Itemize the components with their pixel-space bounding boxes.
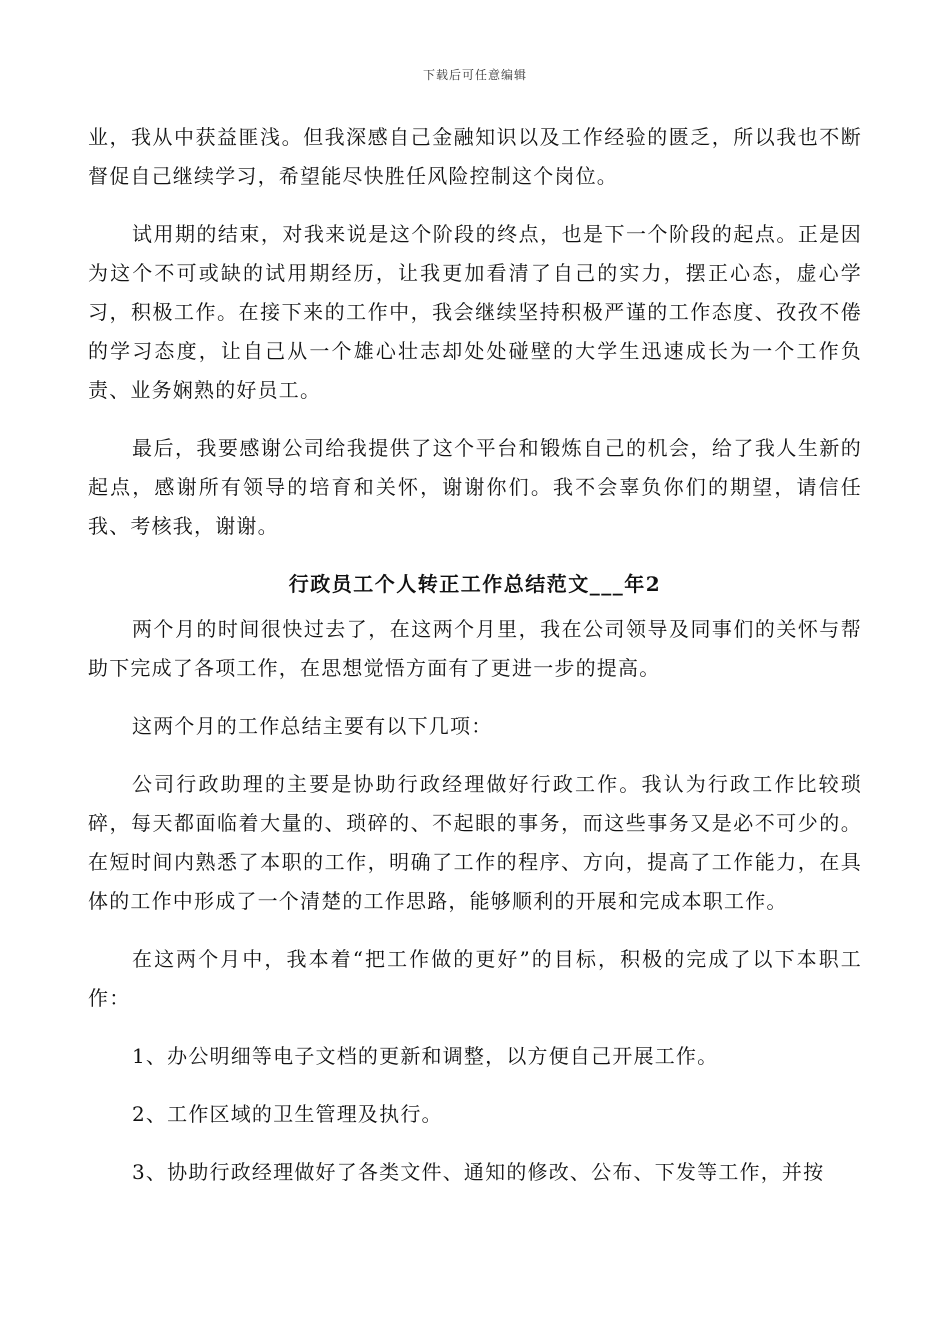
header-note: 下载后可任意编辑: [422, 68, 527, 82]
paragraph-gap: [88, 196, 862, 215]
paragraph-assistant-role: 公司行政助理的主要是协助行政经理做好行政工作。我认为行政工作比较琐碎，每天都面临着大量的、琐碎的、不起眼的事务，而这些事务又是必不可少的。在短时间内熟悉了本职的工作，明确了工作的程序、方向，提高了工作能力，在具体的工作中形成了一个清楚的工作思路，能够顺利的开展和完成本职工作。: [88, 772, 862, 913]
list-item: 3、协助行政经理做好了各类文件、通知的修改、公布、下发等工作，并按: [132, 1160, 825, 1184]
paragraph-gap: [88, 546, 862, 565]
list-item: 2、工作区域的卫生管理及执行。: [132, 1102, 443, 1126]
paragraph-gap: [88, 1018, 862, 1037]
paragraph-gap: [88, 1076, 862, 1095]
paragraph-gap: [88, 1134, 862, 1153]
paragraph-gap: [88, 746, 862, 765]
paragraph-continued: 业，我从中获益匪浅。但我深感自己金融知识以及工作经验的匮乏，所以我也不断督促自己继续学习，希望能尽快胜任风险控制这个岗位。: [88, 125, 862, 188]
paragraph-intro: 两个月的时间很快过去了，在这两个月里，我在公司领导及同事们的关怀与帮助下完成了各项工作，在思想觉悟方面有了更进一步的提高。: [88, 617, 862, 680]
paragraph-summary-lead: 这两个月的工作总结主要有以下几项：: [132, 714, 493, 738]
paragraph-gap: [88, 921, 862, 940]
paragraph-thanks: 最后，我要感谢公司给我提供了这个平台和锻炼自己的机会，给了我人生新的起点，感谢所有领导的培育和关怀，谢谢你们。我不会辜负你们的期望，请信任我、考核我，谢谢。: [88, 436, 862, 538]
paragraph-goals: 在这两个月中，我本着“把工作做的更好”的目标，积极的完成了以下本职工作：: [88, 947, 862, 1010]
section-title: 行政员工个人转正工作总结范文___年2: [288, 572, 662, 596]
paragraph-probation-end: 试用期的结束，对我来说是这个阶段的终点，也是下一个阶段的起点。正是因为这个不可或缺的试用期经历，让我更加看清了自己的实力，摆正心态，虚心学习，积极工作。在接下来的工作中，我会继续坚持积极严谨的工作态度、孜孜不倦的学习态度，让自己从一个雄心壮志却处处碰壁的大学生迅速成长为一个工作负责、业务娴熟的好员工。: [88, 222, 862, 402]
paragraph-gap: [88, 688, 862, 707]
list-item: 1、办公明细等电子文档的更新和调整，以方便自己开展工作。: [132, 1044, 719, 1068]
document-body: [88, 118, 862, 1192]
paragraph-gap: [88, 410, 862, 429]
